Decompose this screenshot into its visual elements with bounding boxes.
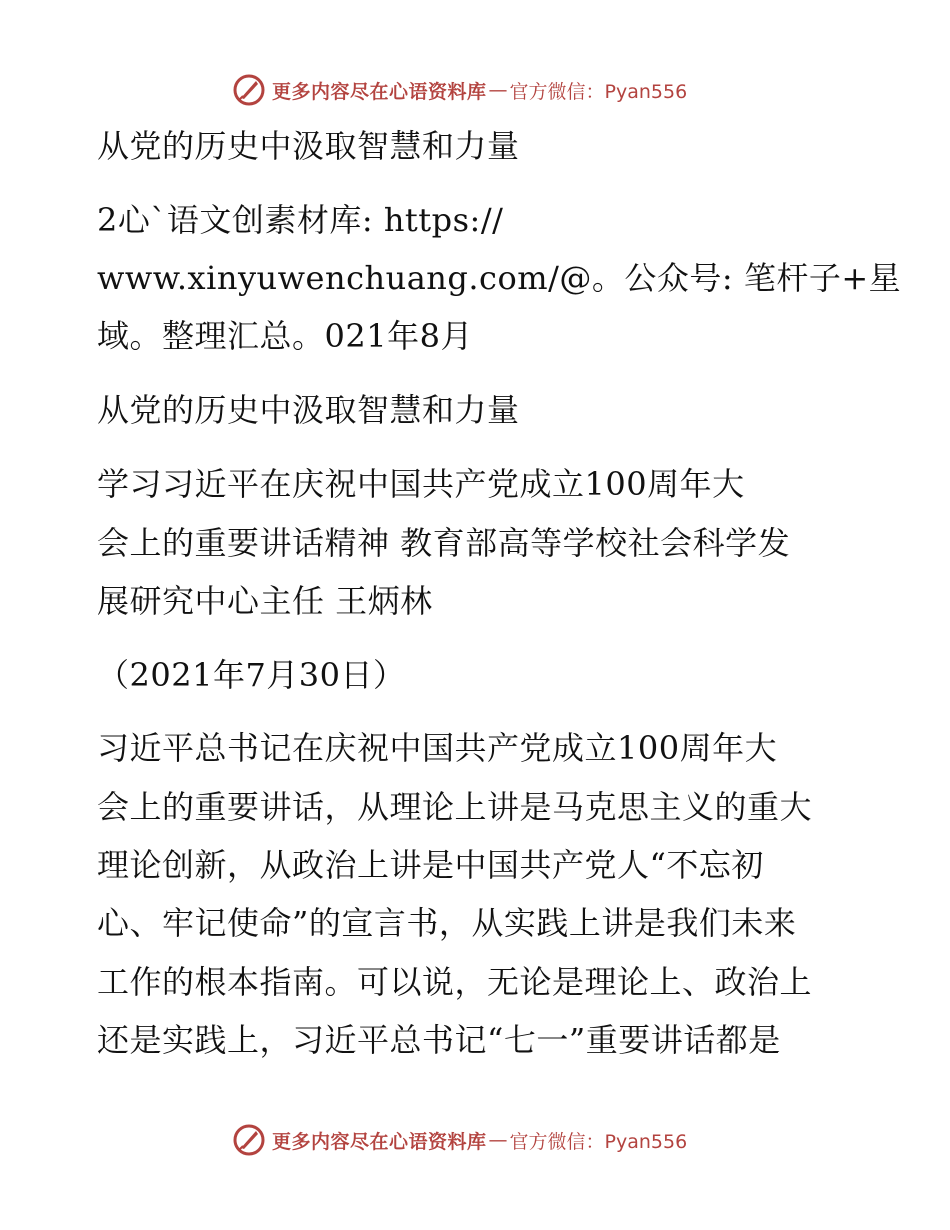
document-line: 理论创新，从政治上讲是中国共产党人“不忘初 — [97, 846, 764, 884]
banner-separator: — — [488, 1129, 508, 1151]
document-line: 从党的历史中汲取智慧和力量 — [97, 391, 520, 429]
banner-wechat: 官方微信：Pyan556 — [509, 1130, 688, 1153]
document-line: 心、牢记使命”的宣言书，从实践上讲是我们未来 — [97, 904, 797, 942]
quill-logo-icon — [232, 1123, 266, 1157]
document-line: 工作的根本指南。可以说，无论是理论上、政治上 — [97, 963, 813, 1001]
banner-wechat: 官方微信：Pyan556 — [509, 80, 688, 103]
footer-banner — [232, 1120, 687, 1160]
document-line: 还是实践上，习近平总书记“七一”重要讲话都是 — [97, 1021, 781, 1059]
banner-text: 更多内容尽在心语资料库 — [272, 1130, 487, 1153]
document-line: 习近平总书记在庆祝中国共产党成立100周年大 — [97, 729, 778, 767]
document-line: 展研究中心主任 王炳林 — [97, 582, 433, 620]
document-line: 从党的历史中汲取智慧和力量 — [97, 127, 520, 165]
header-banner — [232, 70, 687, 110]
document-line: 学习习近平在庆祝中国共产党成立100周年大 — [97, 465, 745, 503]
document-line: 域。整理汇总。021年8月 — [97, 317, 473, 355]
document-line: www.xinyuwenchuang.com/@。公众号: 笔杆子+星 — [97, 259, 902, 297]
quill-logo-icon — [232, 73, 266, 107]
banner-text: 更多内容尽在心语资料库 — [272, 80, 487, 103]
document-line: 会上的重要讲话，从理论上讲是马克思主义的重大 — [97, 788, 813, 826]
banner-separator: — — [488, 79, 508, 101]
document-line: 会上的重要讲话精神 教育部高等学校社会科学发 — [97, 524, 791, 562]
document-line: （2021年7月30日） — [97, 656, 406, 694]
document-line: 2心`语文创素材库: https:// — [97, 201, 504, 239]
